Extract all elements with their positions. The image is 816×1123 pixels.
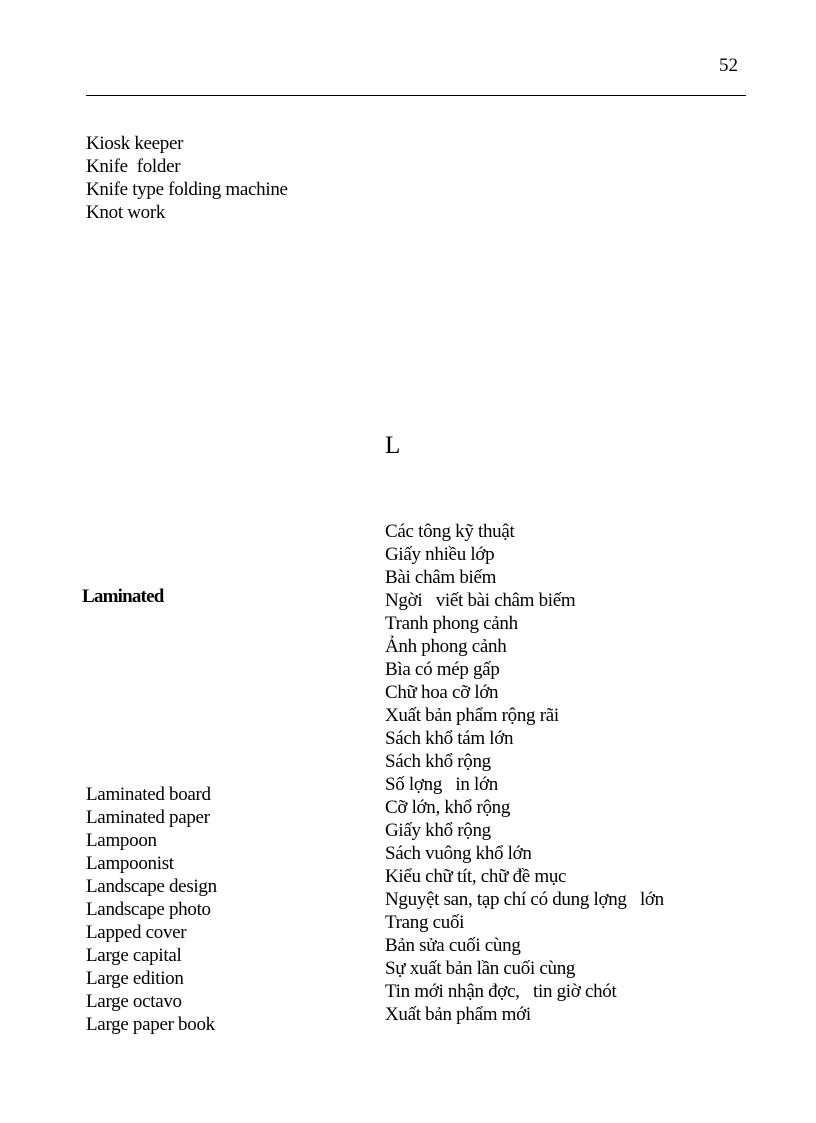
header-divider [86,95,746,96]
list-item: Lampoonist [86,853,174,874]
list-item: Kiểu chữ tít, chữ đề mục [385,866,567,887]
list-item: Bài châm biếm [385,567,497,588]
list-item: Giấy khổ rộng [385,820,491,841]
list-item: Số lợng in lớn [385,774,498,795]
list-item: Knot work [86,202,166,223]
list-item: Laminated paper [86,807,210,828]
k-terms-list [86,132,288,224]
page-number: 52 [719,55,738,76]
list-item: Giấy nhiều lớp [385,544,495,565]
list-item: Sách khổ tám lớn [385,728,514,749]
list-item: Bìa có mép gấp [385,659,500,680]
list-item: Large octavo [86,991,182,1012]
english-terms-list [86,783,217,1036]
list-item: Kiosk keeper [86,133,184,154]
list-item: Tin mới nhận đợc, tin giờ chót [385,981,617,1002]
list-item: Nguyệt san, tạp chí có dung lợng lớn [385,889,664,910]
list-item: Knife folder [86,156,181,177]
section-letter: L [385,432,401,459]
list-item: Large edition [86,968,184,989]
list-item: Sự xuất bản lần cuối cùng [385,958,576,979]
list-item: Trang cuối [385,912,465,933]
list-item: Xuất bản phẩm rộng rãi [385,705,559,726]
list-item: Ảnh phong cảnh [385,636,507,657]
list-item: Lampoon [86,830,157,851]
vietnamese-terms-list [385,520,664,1026]
list-item: Landscape design [86,876,217,897]
laminated-heading: Laminated [82,586,164,607]
list-item: Tranh phong cảnh [385,613,518,634]
list-item: Laminated board [86,784,211,805]
list-item: Sách vuông khổ lớn [385,843,532,864]
list-item: Xuất bản phẩm mới [385,1004,531,1025]
list-item: Cỡ lớn, khổ rộng [385,797,511,818]
list-item: Các tông kỹ thuật [385,521,515,542]
list-item: Landscape photo [86,899,211,920]
list-item: Lapped cover [86,922,187,943]
list-item: Sách khổ rộng [385,751,491,772]
list-item: Large capital [86,945,182,966]
list-item: Bản sửa cuối cùng [385,935,521,956]
list-item: Large paper book [86,1014,215,1035]
list-item: Ngời viết bài châm biếm [385,590,576,611]
list-item: Knife type folding machine [86,179,288,200]
list-item: Chữ hoa cỡ lớn [385,682,499,703]
